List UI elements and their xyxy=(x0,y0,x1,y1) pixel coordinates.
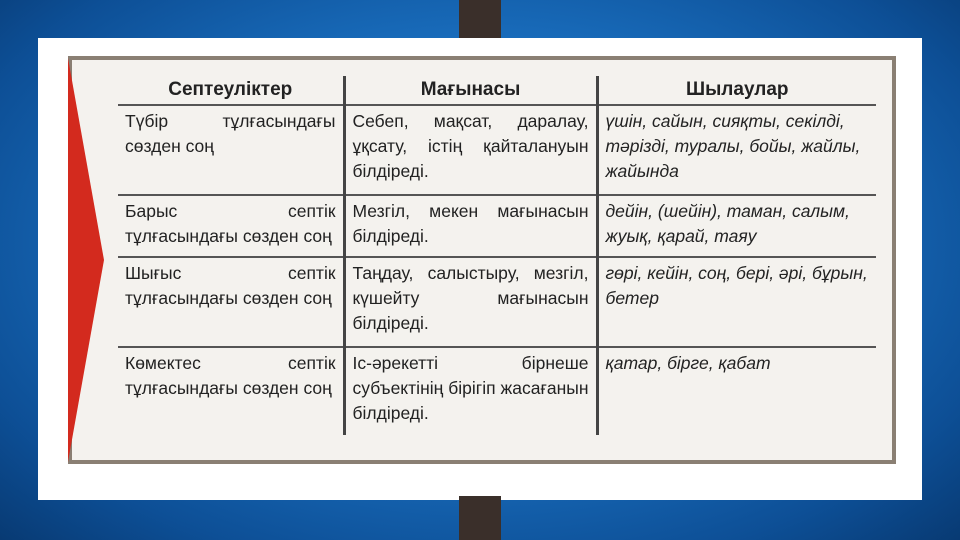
pin-bottom xyxy=(459,496,501,540)
cell-meaning: Мезгіл, мекен мағынасын білдіреді. xyxy=(344,195,597,257)
header-meaning: Мағынасы xyxy=(344,76,597,105)
pin-top xyxy=(459,0,501,40)
red-triangle-decoration xyxy=(68,58,106,462)
cell-postpositions: қатар, бірге, қабат xyxy=(597,347,876,435)
table-row xyxy=(118,105,876,195)
cell-meaning: Іс-әрекетті бірнеше субъектінің бірігіп жасағанын білдіреді. xyxy=(344,347,597,435)
table-row xyxy=(118,347,876,435)
table-row xyxy=(118,257,876,347)
table-row xyxy=(118,195,876,257)
table-header-row xyxy=(118,76,876,105)
header-cases: Септеуліктер xyxy=(118,76,344,105)
cell-case: Түбір тұлғасындағы сөзден соң xyxy=(118,105,344,195)
cell-case: Көмектес септік тұлғасындағы сөзден соң xyxy=(125,353,336,398)
cell-postpositions: дейін, (шейін), таман, салым, жуық, қарай, таяу xyxy=(597,195,876,257)
cell-case: Шығыс септік тұлғасындағы сөзден соң xyxy=(118,257,344,347)
cell-postpositions: гөрі, кейін, соң, бері, әрі, бұрын, бетер xyxy=(597,257,876,347)
cell-meaning: Себеп, мақсат, даралау, ұқсату, істің қайталануын білдіреді. xyxy=(344,105,597,195)
postposition-table xyxy=(118,76,876,435)
header-postpositions: Шылаулар xyxy=(597,76,876,105)
cell-case: Барыс септік тұлғасындағы сөзден соң xyxy=(118,195,344,257)
cell-postpositions: үшін, сайын, сияқты, секілді, тәрізді, туралы, бойы, жайлы, жайында xyxy=(597,105,876,195)
cell-meaning: Таңдау, салыстыру, мезгіл, күшейту мағынасын білдіреді. xyxy=(344,257,597,347)
